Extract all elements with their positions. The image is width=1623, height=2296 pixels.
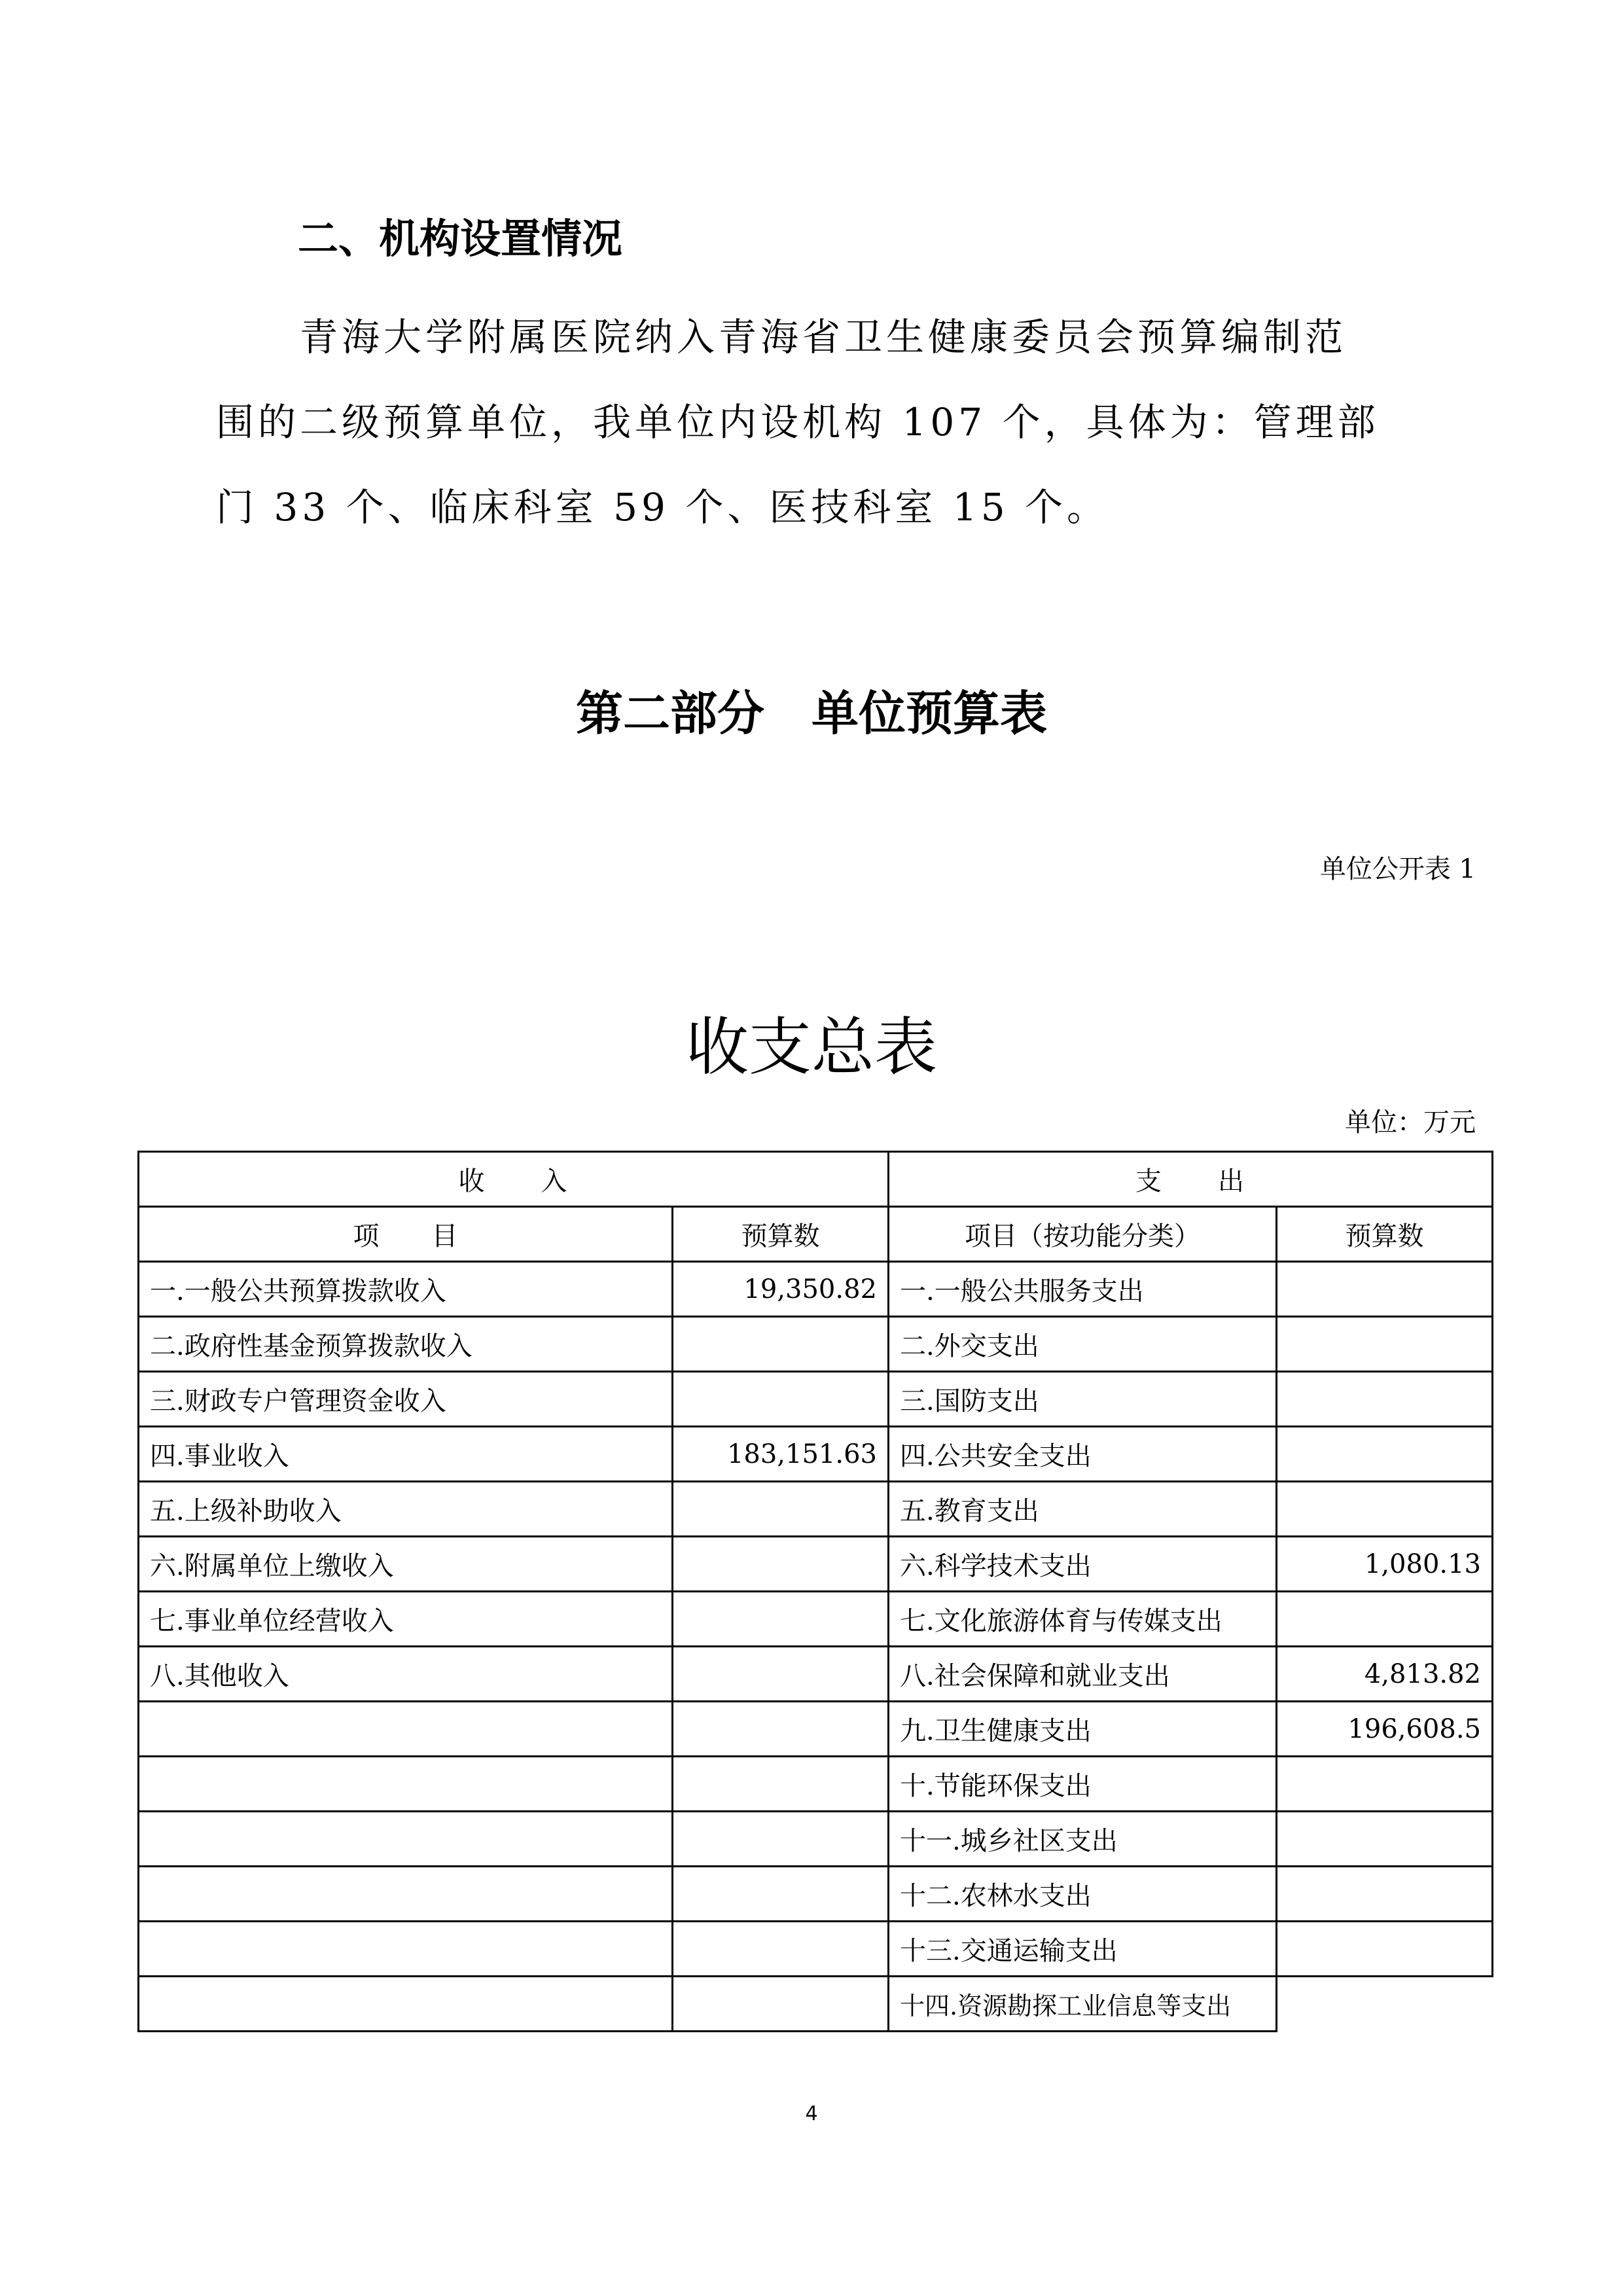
expense-item: 一.一般公共服务支出 — [889, 1262, 1277, 1317]
table-number: 单位公开表 1 — [1319, 854, 1476, 884]
income-header: 收 入 — [139, 1152, 889, 1207]
income-item: 八.其他收入 — [139, 1647, 673, 1702]
paragraph-line-1: 青海大学附属医院纳入青海省卫生健康委员会预算编制范 — [300, 315, 1347, 359]
table-row — [139, 1757, 1493, 1812]
table-row — [139, 1317, 1493, 1372]
expense-item: 十.节能环保支出 — [889, 1757, 1277, 1812]
income-amount — [673, 1537, 889, 1592]
expense-item: 十四.资源勘探工业信息等支出 — [889, 1977, 1277, 2032]
section-paragraph — [216, 295, 1427, 550]
expense-item: 八.社会保障和就业支出 — [889, 1647, 1277, 1702]
income-item — [139, 1922, 673, 1977]
table-group-header-row — [139, 1152, 1493, 1207]
expense-item: 十一.城乡社区支出 — [889, 1812, 1277, 1867]
expense-item: 九.卫生健康支出 — [889, 1702, 1277, 1757]
table-row — [139, 1427, 1493, 1482]
expense-amount — [1277, 1812, 1493, 1867]
expense-amount — [1277, 1317, 1493, 1372]
income-amount — [673, 1867, 889, 1922]
table-row — [139, 1262, 1493, 1317]
expense-item: 二.外交支出 — [889, 1317, 1277, 1372]
expense-amount — [1277, 1427, 1493, 1482]
income-amount: 183,151.63 — [673, 1427, 889, 1482]
paragraph-line-3: 门 33 个、临床科室 59 个、医技科室 15 个。 — [216, 485, 1109, 529]
expense-amount — [1277, 1977, 1493, 2032]
col-budget2-header: 预算数 — [1277, 1207, 1493, 1262]
income-amount — [673, 1592, 889, 1647]
expense-item: 五.教育支出 — [889, 1482, 1277, 1537]
income-amount — [673, 1372, 889, 1427]
table-row — [139, 1537, 1493, 1592]
expense-item: 三.国防支出 — [889, 1372, 1277, 1427]
expense-amount — [1277, 1372, 1493, 1427]
income-amount — [673, 1922, 889, 1977]
income-amount — [673, 1647, 889, 1702]
income-item: 七.事业单位经营收入 — [139, 1592, 673, 1647]
expense-item: 六.科学技术支出 — [889, 1537, 1277, 1592]
income-amount: 19,350.82 — [673, 1262, 889, 1317]
expense-amount — [1277, 1867, 1493, 1922]
col-budget-header: 预算数 — [673, 1207, 889, 1262]
paragraph-line-2: 围的二级预算单位，我单位内设机构 107 个，具体为：管理部 — [216, 400, 1380, 444]
expense-amount — [1277, 1592, 1493, 1647]
unit-label: 单位：万元 — [1345, 1107, 1476, 1138]
section-heading: 二、机构设置情况 — [298, 215, 623, 262]
expense-item: 七.文化旅游体育与传媒支出 — [889, 1592, 1277, 1647]
income-item: 三.财政专户管理资金收入 — [139, 1372, 673, 1427]
income-item: 六.附属单位上缴收入 — [139, 1537, 673, 1592]
income-item — [139, 1812, 673, 1867]
expense-amount — [1277, 1482, 1493, 1537]
income-item: 二.政府性基金预算拨款收入 — [139, 1317, 673, 1372]
income-amount — [673, 1317, 889, 1372]
income-item — [139, 1867, 673, 1922]
table-row — [139, 1867, 1493, 1922]
expense-header: 支 出 — [889, 1152, 1493, 1207]
income-item: 一.一般公共预算拨款收入 — [139, 1262, 673, 1317]
expense-item: 十三.交通运输支出 — [889, 1922, 1277, 1977]
table-row — [139, 1977, 1493, 2032]
income-amount — [673, 1702, 889, 1757]
income-amount — [673, 1757, 889, 1812]
table-row — [139, 1372, 1493, 1427]
expense-amount — [1277, 1757, 1493, 1812]
table-row — [139, 1647, 1493, 1702]
table-column-header-row — [139, 1207, 1493, 1262]
income-item — [139, 1757, 673, 1812]
expense-item: 四.公共安全支出 — [889, 1427, 1277, 1482]
table-row — [139, 1702, 1493, 1757]
income-item — [139, 1977, 673, 2032]
table-row — [139, 1592, 1493, 1647]
table-row — [139, 1922, 1493, 1977]
income-item: 五.上级补助收入 — [139, 1482, 673, 1537]
table-row — [139, 1812, 1493, 1867]
income-item: 四.事业收入 — [139, 1427, 673, 1482]
income-amount — [673, 1977, 889, 2032]
income-amount — [673, 1812, 889, 1867]
expense-amount — [1277, 1922, 1493, 1977]
expense-amount: 1,080.13 — [1277, 1537, 1493, 1592]
income-item — [139, 1702, 673, 1757]
expense-amount: 4,813.82 — [1277, 1647, 1493, 1702]
table-row — [139, 1482, 1493, 1537]
col-item-func-header: 项目（按功能分类） — [889, 1207, 1277, 1262]
expense-amount — [1277, 1262, 1493, 1317]
table-title: 收支总表 — [686, 1011, 937, 1084]
col-item-header: 项 目 — [139, 1207, 673, 1262]
budget-table — [137, 1151, 1493, 2032]
page-number: 4 — [805, 2102, 818, 2125]
part-title: 第二部分 单位预算表 — [575, 686, 1047, 741]
expense-item: 十二.农林水支出 — [889, 1867, 1277, 1922]
income-amount — [673, 1482, 889, 1537]
expense-amount: 196,608.5 — [1277, 1702, 1493, 1757]
